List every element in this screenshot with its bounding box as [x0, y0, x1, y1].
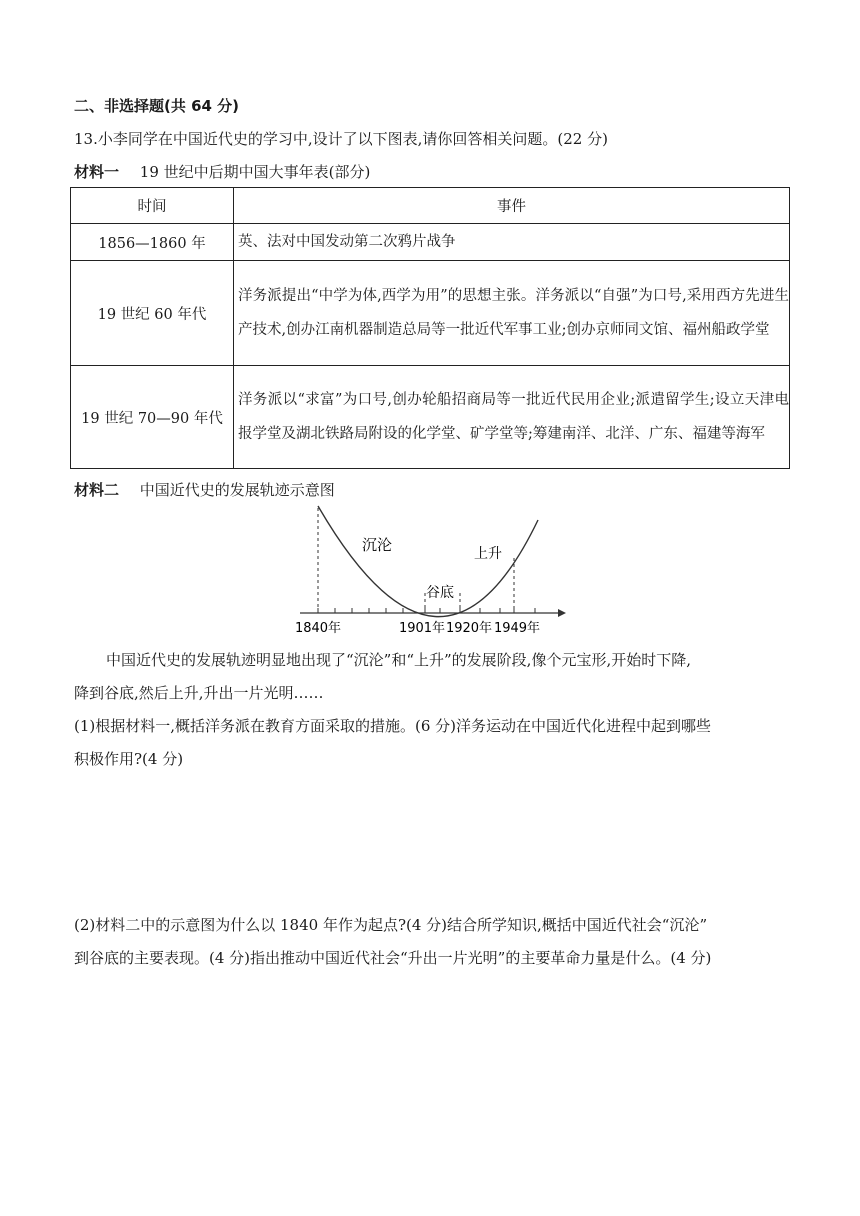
material1-heading — [74, 161, 370, 182]
table-header-row — [71, 188, 790, 224]
material2-paragraph-line2: 降到谷底,然后上升,升出一片光明…… — [74, 684, 324, 702]
row-event: 洋务派以“求富”为口号,创办轮船招商局等一批近代民用企业;派遣留学生;设立天津电报学堂及湖北铁路局附设的化学堂、矿学堂等;筹建南洋、北洋、广东、福建等海军 — [234, 366, 790, 469]
question-2-line2: 到谷底的主要表现。(4 分)指出推动中国近代社会“升出一片光明”的主要革命力量是什么。(4 分) — [74, 949, 712, 967]
question-2-line1: (2)材料二中的示意图为什么以 1840 年作为起点?(4 分)结合所学知识,概括中国近代社会“沉沦” — [74, 916, 708, 934]
row-time: 1856—1860 年 — [71, 224, 234, 261]
table-row — [71, 224, 790, 261]
question-1-line2: 积极作用?(4 分) — [74, 750, 184, 768]
material2-label: 材料二 — [74, 481, 120, 499]
tick-label-1840: 1840年 — [294, 621, 342, 636]
table-row — [71, 261, 790, 366]
material2-caption: 中国近代史的发展轨迹示意图 — [139, 481, 335, 499]
material1-caption: 19 世纪中后期中国大事年表(部分) — [139, 163, 371, 181]
label-rise: 上升 — [474, 546, 502, 562]
development-trajectory-diagram — [290, 500, 580, 640]
material2-paragraph-line1: 中国近代史的发展轨迹明显地出现了“沉沦”和“上升”的发展阶段,像个元宝形,开始时下降, — [106, 651, 691, 669]
label-decline: 沉沦 — [362, 536, 393, 554]
table-row — [71, 366, 790, 469]
header-time: 时间 — [71, 188, 234, 224]
section-title: 二、非选择题(共 64 分) — [74, 97, 240, 115]
x-axis-ticks — [318, 608, 535, 613]
tick-label-1949: 1949年 — [493, 621, 541, 636]
label-bottom: 谷底 — [426, 585, 454, 601]
events-table — [70, 187, 790, 469]
x-axis-arrow — [558, 609, 566, 617]
row-time: 19 世纪 60 年代 — [71, 261, 234, 366]
row-event: 洋务派提出“中学为体,西学为用”的思想主张。洋务派以“自强”为口号,采用西方先进生产技术,创办江南机器制造总局等一批近代军事工业;创办京师同文馆、福州船政学堂 — [234, 261, 790, 366]
material1-label: 材料一 — [74, 163, 120, 181]
header-event: 事件 — [234, 188, 790, 224]
row-event: 英、法对中国发动第二次鸦片战争 — [234, 224, 790, 261]
tick-label-1920: 1920年 — [445, 621, 493, 636]
row-time: 19 世纪 70—90 年代 — [71, 366, 234, 469]
question-13-stem: 13.小李同学在中国近代史的学习中,设计了以下图表,请你回答相关问题。(22 分) — [74, 130, 608, 148]
tick-label-1901: 1901年 — [398, 621, 446, 636]
material2-heading — [74, 479, 335, 500]
question-1-line1: (1)根据材料一,概括洋务派在教育方面采取的措施。(6 分)洋务运动在中国近代化进程中起到哪些 — [74, 717, 712, 735]
